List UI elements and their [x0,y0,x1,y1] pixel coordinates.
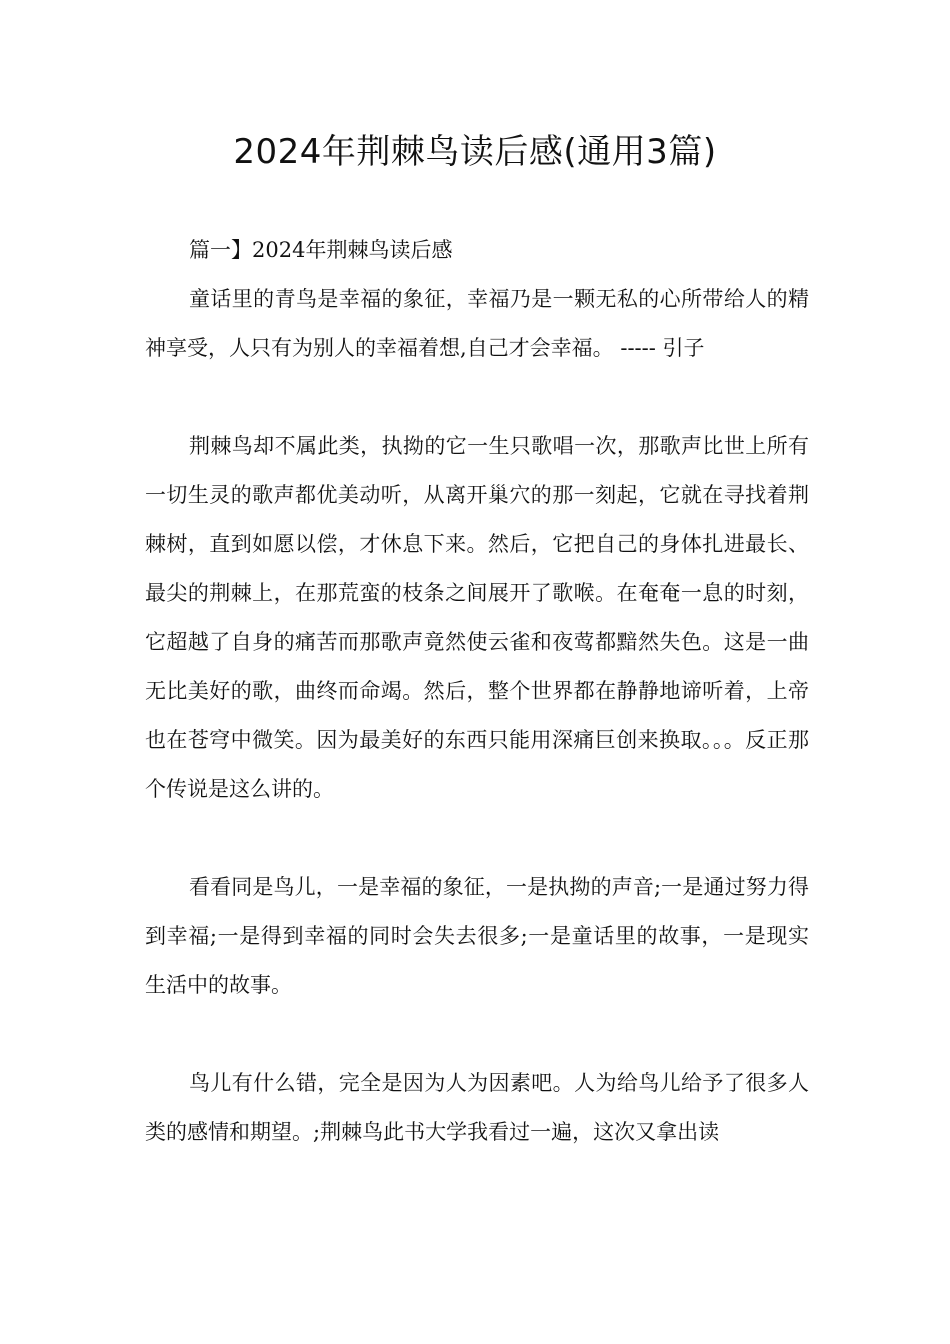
paragraph-2: 荆棘鸟却不属此类，执拗的它一生只歌唱一次，那歌声比世上所有一切生灵的歌声都优美动听，从离开巢穴的那一刻起，它就在寻找着荆棘树，直到如愿以偿，才休息下来。然后，它把自己的身体扎进最长、最尖的荆棘上，在那荒蛮的枝条之间展开了歌喉。在奄奄一息的时刻，它超越了自身的痛苦而那歌声竟然使云雀和夜莺都黯然失色。这是一曲无比美好的歌，曲终而命竭。然后，整个世界都在静静地谛听着，上帝也在苍穹中微笑。因为最美好的东西只能用深痛巨创来换取。。。反正那个传说是这么讲的。 [145,434,809,801]
document-body [145,226,809,1157]
paragraph-3: 看看同是鸟儿，一是幸福的象征，一是执拗的声音;一是通过努力得到幸福;一是得到幸福的同时会失去很多;一是童话里的故事，一是现实生活中的故事。 [145,875,809,997]
document-title: 2024年荆棘鸟读后感(通用3篇) [233,132,717,172]
paragraph-1: 童话里的青鸟是幸福的象征，幸福乃是一颗无私的心所带给人的精神享受，人只有为别人的幸福着想,自己才会幸福。 ----- 引子 [145,287,809,360]
section-heading: 篇一】2024年荆棘鸟读后感 [189,238,453,262]
paragraph-4: 鸟儿有什么错，完全是因为人为因素吧。人为给鸟儿给予了很多人类的感情和期望。;荆棘鸟此书大学我看过一遍，这次又拿出读 [145,1071,809,1144]
